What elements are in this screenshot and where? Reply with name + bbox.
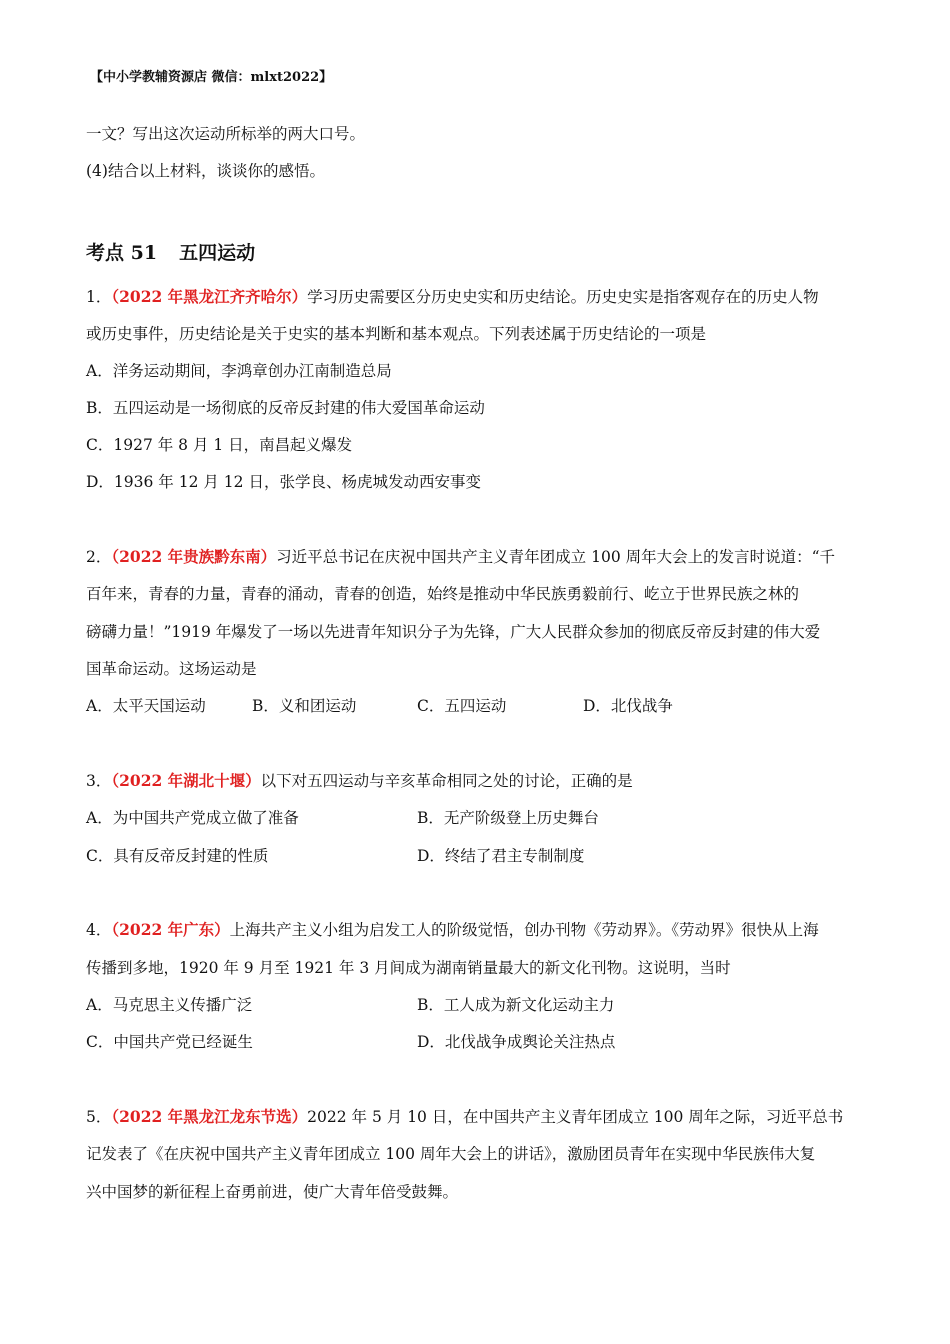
question-source: （2022 年湖北十堰） bbox=[111, 771, 261, 790]
question-4-option-b: B．工人成为新文化运动主力 bbox=[417, 996, 615, 1014]
question-stem-text: 上海共产主义小组为启发工人的阶级觉悟，创办刊物《劳动界》。《劳动界》很快从上海 bbox=[229, 921, 819, 939]
question-4-option-d: D．北伐战争成舆论关注热点 bbox=[417, 1033, 616, 1051]
question-source: （2022 年广东） bbox=[111, 920, 230, 939]
question-1-stem-line-1 bbox=[86, 285, 819, 307]
question-3-option-c: C．具有反帝反封建的性质 bbox=[86, 847, 269, 865]
question-1-option-a: A．洋务运动期间，李鸿章创办江南制造总局 bbox=[86, 362, 392, 380]
question-5-stem-line-2: 记发表了《在庆祝中国共产主义青年团成立 100 周年大会上的讲话》，激励团员青年在实现中华民族伟大复 bbox=[86, 1145, 816, 1163]
question-4-stem-line-1 bbox=[86, 918, 819, 940]
section-title: 五四运动 bbox=[179, 242, 256, 264]
question-5-stem-line-3: 兴中国梦的新征程上奋勇前进，使广大青年倍受鼓舞。 bbox=[86, 1183, 459, 1201]
question-number: 3． bbox=[86, 772, 112, 790]
page-header: 【中小学教辅资源店 微信：mlxt2022】 bbox=[90, 70, 333, 85]
question-3-option-d: D．终结了君主专制制度 bbox=[417, 847, 585, 865]
question-number: 1． bbox=[86, 288, 112, 306]
question-stem-text: 学习历史需要区分历史史实和历史结论。历史史实是指客观存在的历史人物 bbox=[307, 288, 819, 306]
question-1-stem-line-2: 或历史事件，历史结论是关于史实的基本判断和基本观点。下列表述属于历史结论的一项是 bbox=[86, 325, 707, 343]
question-3-option-a: A．为中国共产党成立做了准备 bbox=[86, 809, 299, 827]
question-3-stem-line-1 bbox=[86, 769, 633, 791]
section-label: 考点 51 bbox=[86, 242, 158, 264]
question-4-stem-line-2: 传播到多地，1920 年 9 月至 1921 年 3 月间成为湖南销量最大的新文化刊物。这说明，当时 bbox=[86, 959, 731, 977]
question-5-stem-line-1 bbox=[86, 1105, 843, 1127]
question-2-option-b: B．义和团运动 bbox=[252, 697, 357, 715]
question-3-option-b: B．无产阶级登上历史舞台 bbox=[417, 809, 599, 827]
question-stem-text: 以下对五四运动与辛亥革命相同之处的讨论，正确的是 bbox=[260, 772, 633, 790]
question-stem-text: 习近平总书记在庆祝中国共产主义青年团成立 100 周年大会上的发言时说道：“千 bbox=[276, 548, 836, 566]
question-number: 4． bbox=[86, 921, 112, 939]
question-2-stem-line-4: 国革命运动。这场运动是 bbox=[86, 660, 257, 678]
question-source: （2022 年黑龙江龙东节选） bbox=[111, 1107, 308, 1126]
question-4-option-c: C．中国共产党已经诞生 bbox=[86, 1033, 253, 1051]
question-2-stem-line-1 bbox=[86, 545, 835, 567]
question-4-option-a: A．马克思主义传播广泛 bbox=[86, 996, 253, 1014]
intro-line-1: 一文？写出这次运动所标举的两大口号。 bbox=[86, 125, 366, 143]
question-source: （2022 年黑龙江齐齐哈尔） bbox=[111, 287, 308, 306]
question-1-option-b: B．五四运动是一场彻底的反帝反封建的伟大爱国革命运动 bbox=[86, 399, 485, 417]
question-2-option-a: A．太平天国运动 bbox=[86, 697, 206, 715]
question-2-option-c: C．五四运动 bbox=[417, 697, 507, 715]
question-number: 5． bbox=[86, 1108, 112, 1126]
question-2-stem-line-3: 磅礴力量！”1919 年爆发了一场以先进青年知识分子为先锋，广大人民群众参加的彻底反帝反封建的伟大爱 bbox=[86, 623, 821, 641]
question-stem-text: 2022 年 5 月 10 日，在中国共产主义青年团成立 100 周年之际，习近平总书 bbox=[307, 1108, 844, 1126]
question-1-option-d: D．1936 年 12 月 12 日，张学良、杨虎城发动西安事变 bbox=[86, 473, 481, 491]
question-2-option-d: D．北伐战争 bbox=[583, 697, 673, 715]
section-heading bbox=[86, 238, 255, 265]
question-2-stem-line-2: 百年来，青春的力量，青春的涌动，青春的创造，始终是推动中华民族勇毅前行、屹立于世界民族之林的 bbox=[86, 585, 800, 603]
question-source: （2022 年贵族黔东南） bbox=[111, 547, 277, 566]
question-number: 2． bbox=[86, 548, 112, 566]
intro-line-2: (4)结合以上材料，谈谈你的感悟。 bbox=[86, 162, 325, 180]
question-1-option-c: C．1927 年 8 月 1 日，南昌起义爆发 bbox=[86, 436, 353, 454]
